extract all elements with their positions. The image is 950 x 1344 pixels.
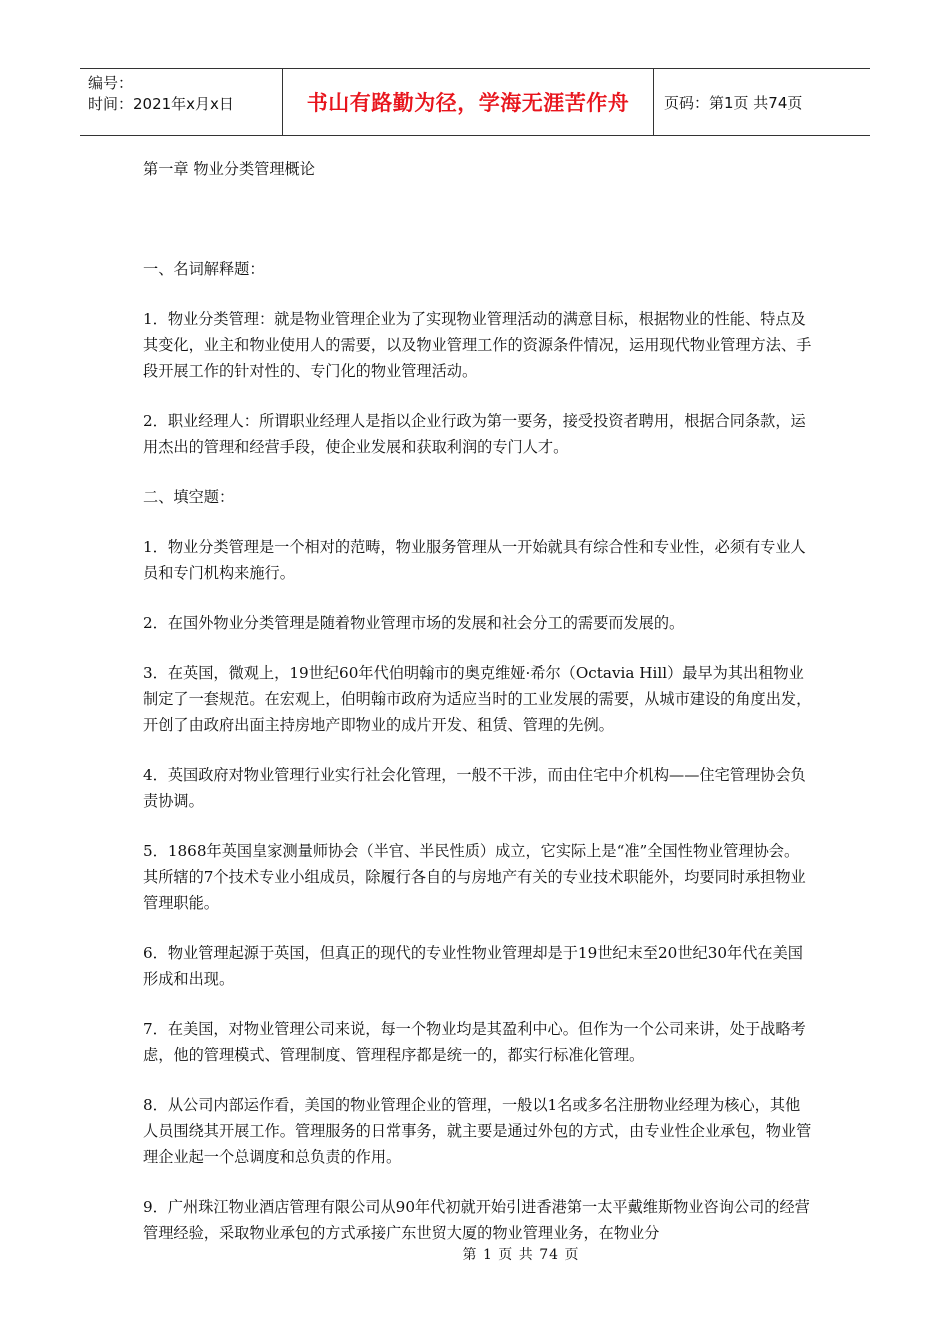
footer-page-number: 第 1 页 共 74 页 xyxy=(462,1247,580,1263)
header-page-info: 页码：第1页 共74页 xyxy=(664,93,803,112)
paragraph: 5．1868年英国皇家测量师协会（半官、半民性质）成立，它实际上是“准”全国性物业管理协会。其所辖的7个技术专业小组成员，除履行各自的与房地产有关的专业技术职能外，均要同时承担物业管理职能。 xyxy=(143,842,806,912)
paragraph: 2．在国外物业分类管理是随着物业管理市场的发展和社会分工的需要而发展的。 xyxy=(143,614,685,632)
header-motto: 书山有路勤为径，学海无涯苦作舟 xyxy=(282,69,654,135)
paragraph: 3．在英国，微观上，19世纪60年代伯明翰市的奥克维娅·希尔（Octavia Hill）最早为其出租物业制定了一套规范。在宏观上，伯明翰市政府为适应当时的工业发展的需要，从城市建设的角度出发，开创了由政府出面主持房地产即物业的成片开发、租赁、管理的先例。 xyxy=(143,664,812,734)
paragraph: 1．物业分类管理：就是物业管理企业为了实现物业管理活动的满意目标，根据物业的性能、特点及其变化，业主和物业使用人的需要，以及物业管理工作的资源条件情况，运用现代物业管理方法、手段开展工作的针对性的、专门化的物业管理活动。 xyxy=(143,310,812,380)
document-number-label: 编号： xyxy=(88,74,134,92)
paragraph: 1．物业分类管理是一个相对的范畴，物业服务管理从一开始就具有综合性和专业性，必须有专业人员和专门机构来施行。 xyxy=(143,538,806,582)
page-header xyxy=(80,68,870,136)
paragraph: 4．英国政府对物业管理行业实行社会化管理，一般不干涉，而由住宅中介机构——住宅管理协会负责协调。 xyxy=(143,766,806,810)
paragraph: 2．职业经理人：所谓职业经理人是指以企业行政为第一要务，接受投资者聘用，根据合同条款，运用杰出的管理和经营手段，使企业发展和获取利润的专门人才。 xyxy=(143,412,806,456)
header-meta xyxy=(80,69,282,135)
paragraph: 6．物业管理起源于英国，但真正的现代的专业性物业管理却是于19世纪末至20世纪30年代在美国形成和出现。 xyxy=(143,944,803,988)
paragraph: 7．在美国，对物业管理公司来说，每一个物业均是其盈利中心。但作为一个公司来讲，处于战略考虑，他的管理模式、管理制度、管理程序都是统一的，都实行标准化管理。 xyxy=(143,1020,806,1064)
section-heading-fill-blanks: 二、填空题： xyxy=(143,488,235,506)
page-footer xyxy=(0,1244,950,1264)
chapter-title: 第一章 物业分类管理概论 xyxy=(143,160,315,178)
paragraph: 8．从公司内部运作看，美国的物业管理企业的管理，一般以1名或多名注册物业经理为核心，其他人员围绕其开展工作。管理服务的日常事务，就主要是通过外包的方式，由专业性企业承包，物业管理企业起一个总调度和总负责的作用。 xyxy=(143,1096,812,1166)
section-heading-definitions: 一、名词解释题： xyxy=(143,260,265,278)
document-date: 时间：2021年x月x日 xyxy=(88,95,234,113)
document-body xyxy=(143,156,813,1270)
paragraph: 9．广州珠江物业酒店管理有限公司从90年代初就开始引进香港第一太平戴维斯物业咨询公司的经营管理经验，采取物业承包的方式承接广东世贸大厦的物业管理业务，在物业分 xyxy=(143,1198,810,1242)
